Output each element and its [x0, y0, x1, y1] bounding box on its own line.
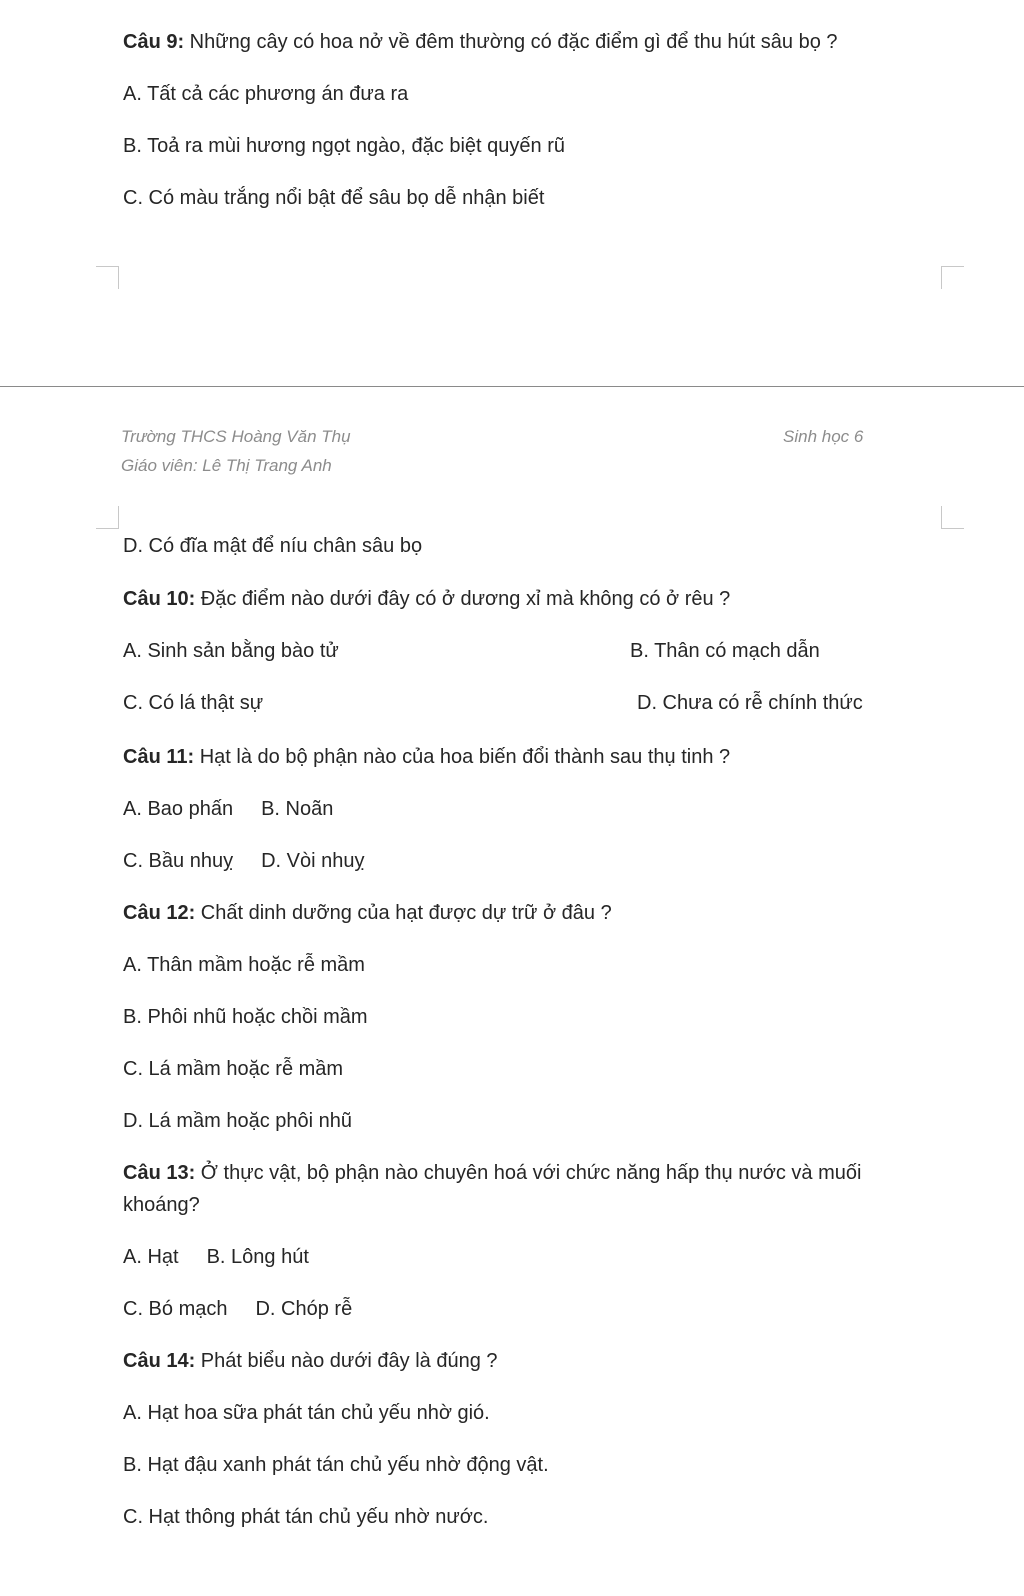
crop-mark: [96, 506, 119, 529]
q11-option-c: C. Bầu nhuỵ: [123, 850, 234, 872]
q13-options-ab: [123, 1244, 309, 1270]
question-text: Phát biểu nào dưới đây là đúng ?: [195, 1350, 498, 1372]
q14-option-a: A. Hạt hoa sữa phát tán chủ yếu nhờ gió.: [123, 1402, 490, 1424]
question-label: Câu 9:: [123, 31, 185, 53]
q13-option-d: D. Chóp rễ: [255, 1298, 353, 1320]
q12-option-c: C. Lá mầm hoặc rễ mầm: [123, 1058, 344, 1080]
q13-option-c: C. Bó mạch: [123, 1298, 228, 1320]
question-text: Ở thực vật, bộ phận nào chuyên hoá với chức năng hấp thụ nước và muối: [195, 1162, 862, 1184]
q13-options-cd: [123, 1296, 352, 1322]
question-9: [123, 29, 838, 55]
page-separator: [0, 386, 1024, 387]
q9-option-a: A. Tất cả các phương án đưa ra: [123, 83, 409, 105]
header-subject: Sinh học 6: [783, 427, 864, 446]
question-text: Hạt là do bộ phận nào của hoa biến đổi thành sau thụ tinh ?: [194, 746, 731, 768]
question-label: Câu 11:: [123, 746, 195, 768]
question-label: Câu 10:: [123, 588, 196, 610]
question-14: [123, 1348, 498, 1374]
question-text: Những cây có hoa nở về đêm thường có đặc điểm gì để thu hút sâu bọ ?: [184, 31, 838, 53]
question-10: [123, 586, 730, 612]
q10-option-c: C. Có lá thật sự: [123, 692, 264, 714]
question-12: [123, 900, 612, 926]
q11-options-cd: [123, 848, 364, 874]
q12-option-a: A. Thân mầm hoặc rễ mầm: [123, 954, 365, 976]
question-text: Chất dinh dưỡng của hạt được dự trữ ở đâu ?: [195, 902, 612, 924]
crop-mark: [96, 266, 119, 289]
q14-option-c: C. Hạt thông phát tán chủ yếu nhờ nước.: [123, 1506, 489, 1528]
q10-option-b: B. Thân có mạch dẫn: [630, 640, 820, 662]
crop-mark: [941, 506, 964, 529]
q12-option-b: B. Phôi nhũ hoặc chồi mầm: [123, 1006, 368, 1028]
q12-option-d: D. Lá mầm hoặc phôi nhũ: [123, 1110, 353, 1132]
q13-option-a: A. Hạt: [123, 1246, 179, 1268]
q14-option-b: B. Hạt đậu xanh phát tán chủ yếu nhờ động vật.: [123, 1454, 549, 1476]
q10-option-d: D. Chưa có rễ chính thức: [637, 692, 863, 714]
q9-option-c: C. Có màu trắng nổi bật để sâu bọ dễ nhận biết: [123, 187, 545, 209]
question-text: Đặc điểm nào dưới đây có ở dương xỉ mà không có ở rêu ?: [195, 588, 731, 610]
header-school: Trường THCS Hoàng Văn Thụ: [121, 427, 351, 446]
crop-mark: [941, 266, 964, 289]
q10-option-a: A. Sinh sản bằng bào tử: [123, 640, 339, 662]
question-label: Câu 12:: [123, 902, 196, 924]
question-label: Câu 14:: [123, 1350, 196, 1372]
question-13: [123, 1160, 861, 1186]
question-11: [123, 744, 730, 770]
q11-options-ab: [123, 796, 333, 822]
question-label: Câu 13:: [123, 1162, 196, 1184]
question-13-continued: khoáng?: [123, 1194, 200, 1216]
q11-option-b: B. Noãn: [261, 798, 334, 820]
q9-option-d: D. Có đĩa mật để níu chân sâu bọ: [123, 535, 423, 557]
header-teacher: Giáo viên: Lê Thị Trang Anh: [121, 456, 332, 475]
q11-option-a: A. Bao phấn: [123, 798, 234, 820]
q13-option-b: B. Lông hút: [206, 1246, 309, 1268]
q11-option-d: D. Vòi nhuỵ: [261, 850, 365, 872]
q9-option-b: B. Toả ra mùi hương ngọt ngào, đặc biệt quyến rũ: [123, 135, 565, 157]
